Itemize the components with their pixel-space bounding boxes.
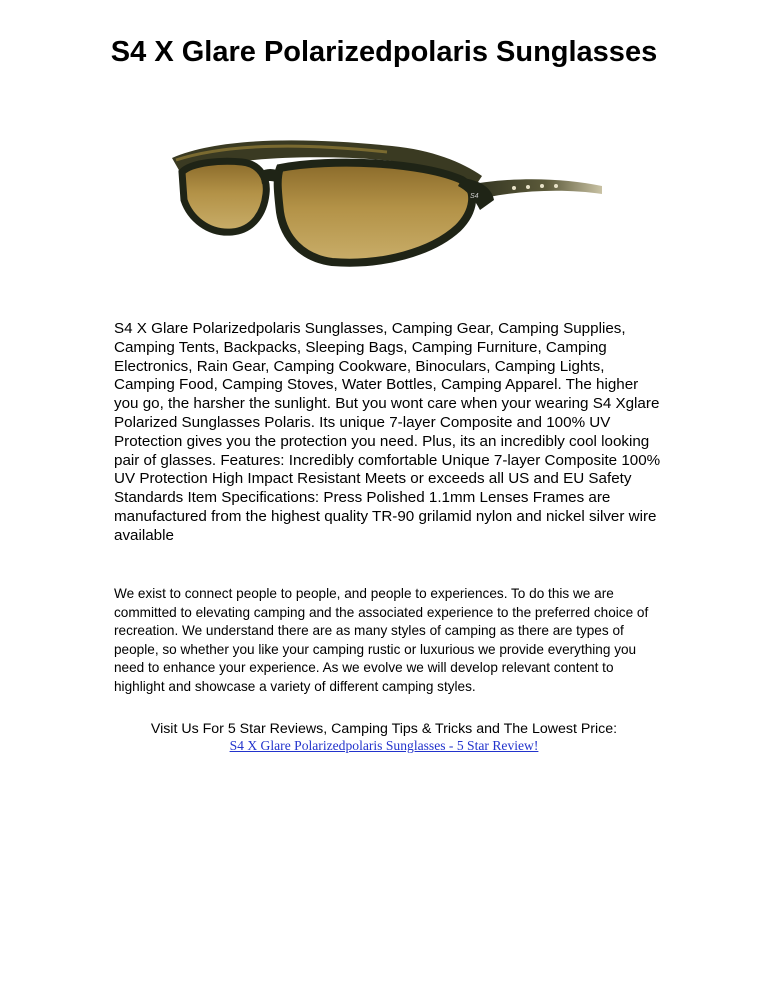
cta-text: Visit Us For 5 Star Reviews, Camping Tips & Tricks and The Lowest Price: xyxy=(150,721,618,737)
page-title: S4 X Glare Polarizedpolaris Sunglasses xyxy=(110,36,658,68)
product-description: S4 X Glare Polarizedpolaris Sunglasses, Camping Gear, Camping Supplies, Camping Tents, Backpacks, Sleeping Bags, Camping Furniture, Camping Electronics, Rain Gear, Camping Cookware, Binoculars, Camping Lights, Camping Food, Camping Stoves, Water Bottles, Camping Apparel. The higher you go, the harsher the sunlight. But you wont care when your wearing S4 Xglare Polarized Sunglasses Polaris. Its unique 7-layer Composite and 100% UV Protection gives you the protection you need. Plus, its an incredibly cool looking pair of glasses. Features: Incredibly comfortable Unique 7-layer Composite 100% UV Protection High Impact Resistant Meets or exceeds all US and EU Safety Standards Item Specifications: Press Polished 1.1mm Lenses Frames are manufactured from the highest quality TR-90 grilamid nylon and nickel silver wire available xyxy=(114,320,661,544)
review-link[interactable]: S4 X Glare Polarizedpolaris Sunglasses - 5 Star Review! xyxy=(229,738,539,753)
sunglasses-product-photo xyxy=(162,128,608,288)
call-to-action xyxy=(0,721,768,754)
svg-text:S4: S4 xyxy=(470,193,479,200)
mission-statement: We exist to connect people to people, and people to experiences. To do this we are committed to elevating camping and the associated experience to the preferred choice of recreation. We understand there are as many styles of camping as there are types of people, so whether you like your camping rustic or luxurious we provide everything you need to enhance your experience. As we evolve we will develop relevant content to highlight and showcase a variety of different camping styles. xyxy=(114,586,649,694)
